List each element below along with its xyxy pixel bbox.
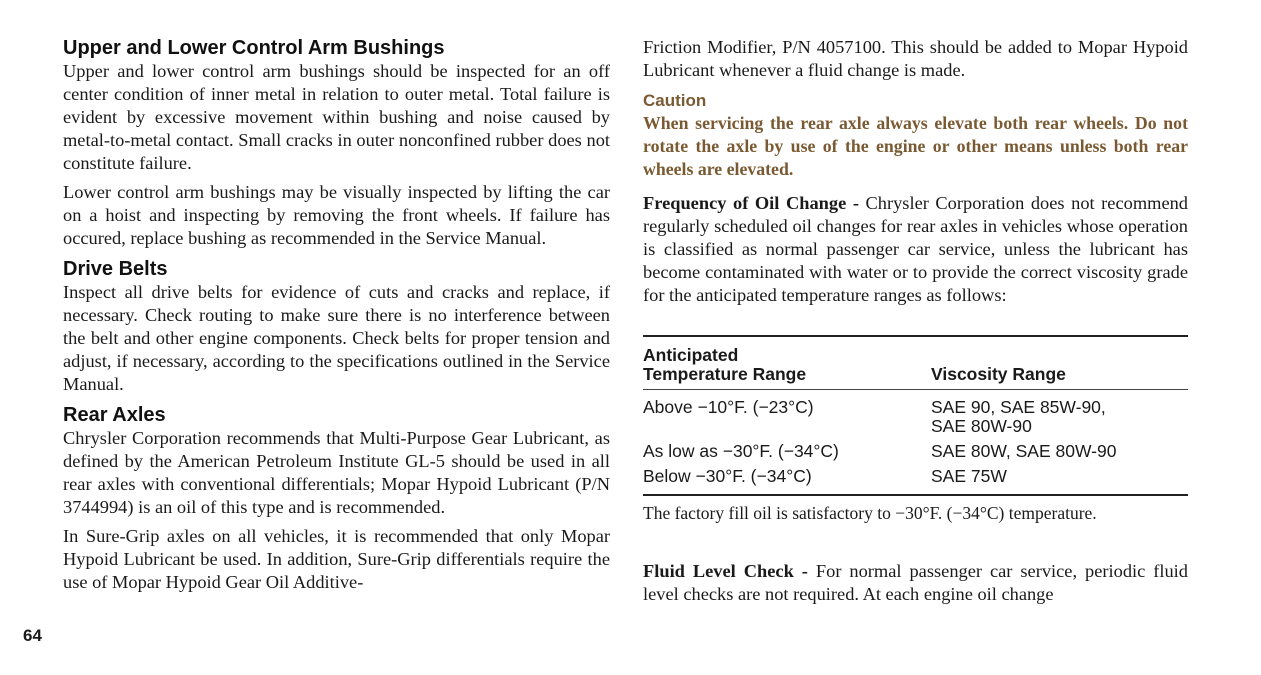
control-arm-paragraph-2: Lower control arm bushings may be visually inspected by lifting the car on a hoist and inspecting by removing the front wheels. If failure has occured, replace bushing as recommended in the Service Manual. xyxy=(63,182,610,248)
table-bottom-rule xyxy=(643,494,1188,496)
caution-box xyxy=(643,90,1188,181)
drive-belts-heading: Drive Belts xyxy=(63,258,168,280)
header-viscosity-range xyxy=(931,346,1188,384)
row-viscosity-line-1: SAE 90, SAE 85W-90, xyxy=(931,397,1106,417)
fluid-level-text: For normal passenger car service, periodic fluid level checks are not required. At each engine oil change xyxy=(643,561,1188,604)
page-number: 64 xyxy=(23,626,42,645)
right-column xyxy=(643,36,1188,606)
rear-axles-heading: Rear Axles xyxy=(63,404,166,426)
section-rear-axles xyxy=(63,403,610,594)
header-temperature-line-1: Anticipated xyxy=(643,345,739,365)
rear-axles-paragraph-1: Chrysler Corporation recommends that Multi-Purpose Gear Lubricant, as defined by the American Petroleum Institute GL-5 should be used in all rear axles with conventional differentials; Mopar Hypoid Lubricant (P/N 3744994) is an oil of this type and is recommended. xyxy=(63,428,610,517)
row-viscosity: SAE 75W xyxy=(931,466,1007,486)
frequency-paragraph xyxy=(643,192,1188,307)
row-temperature: As low as −30°F. (−34°C) xyxy=(643,441,839,461)
row-viscosity xyxy=(931,398,1188,436)
viscosity-table xyxy=(643,335,1188,524)
row-temperature: Above −10°F. (−23°C) xyxy=(643,397,814,417)
header-temperature-line-2: Temperature Range xyxy=(643,364,807,384)
section-drive-belts xyxy=(63,257,610,396)
header-viscosity-label: Viscosity Range xyxy=(931,364,1066,384)
fluid-level-paragraph xyxy=(643,560,1188,606)
caution-heading: Caution xyxy=(643,91,707,110)
control-arm-heading: Upper and Lower Control Arm Bushings xyxy=(63,37,445,59)
left-column xyxy=(63,36,610,594)
table-header-row xyxy=(643,337,1188,389)
frequency-lead: Frequency of Oil Change - xyxy=(643,193,859,213)
row-temperature: Below −30°F. (−34°C) xyxy=(643,466,812,486)
table-body xyxy=(643,390,1188,494)
table-row xyxy=(643,398,1188,436)
frequency-text: Chrysler Corporation does not recommend regularly scheduled oil changes for rear axles in vehicles whose operation is classified as normal passenger car service, unless the lubricant has become contaminated with water or to provide the correct viscosity grade for the anticipated temperature ranges as follows: xyxy=(643,193,1188,305)
row-viscosity-line-2: SAE 80W-90 xyxy=(931,416,1032,436)
section-control-arm-bushings xyxy=(63,36,610,250)
continued-paragraph: Friction Modifier, P/N 4057100. This should be added to Mopar Hypoid Lubricant whenever a fluid change is made. xyxy=(643,37,1188,80)
table-footnote: The factory fill oil is satisfactory to −30°F. (−34°C) temperature. xyxy=(643,503,1097,523)
control-arm-paragraph-1: Upper and lower control arm bushings should be inspected for an off center condition of inner metal in relation to outer metal. Total failure is evident by excessive movement within bushing and noise caused by metal-to-metal contact. Small cracks in outer nonconfined rubber does not constitute failure. xyxy=(63,61,610,173)
rear-axles-paragraph-2: In Sure-Grip axles on all vehicles, it is recommended that only Mopar Hypoid Lubricant be used. In addition, Sure-Grip differentials require the use of Mopar Hypoid Gear Oil Additive- xyxy=(63,526,610,592)
table-row xyxy=(643,442,1188,461)
fluid-level-lead: Fluid Level Check - xyxy=(643,561,808,581)
caution-text: When servicing the rear axle always elevate both rear wheels. Do not rotate the axle by use of the engine or other means unless both rear wheels are elevated. xyxy=(643,113,1188,179)
row-viscosity: SAE 80W, SAE 80W-90 xyxy=(931,441,1117,461)
table-row xyxy=(643,467,1188,486)
header-temperature-range xyxy=(643,346,931,384)
drive-belts-paragraph: Inspect all drive belts for evidence of cuts and cracks and replace, if necessary. Check routing to make sure there is no interference between the belt and other engine components. Check belts for proper tension and adjust, if necessary, according to the specifications outlined in the Service Manual. xyxy=(63,282,610,394)
